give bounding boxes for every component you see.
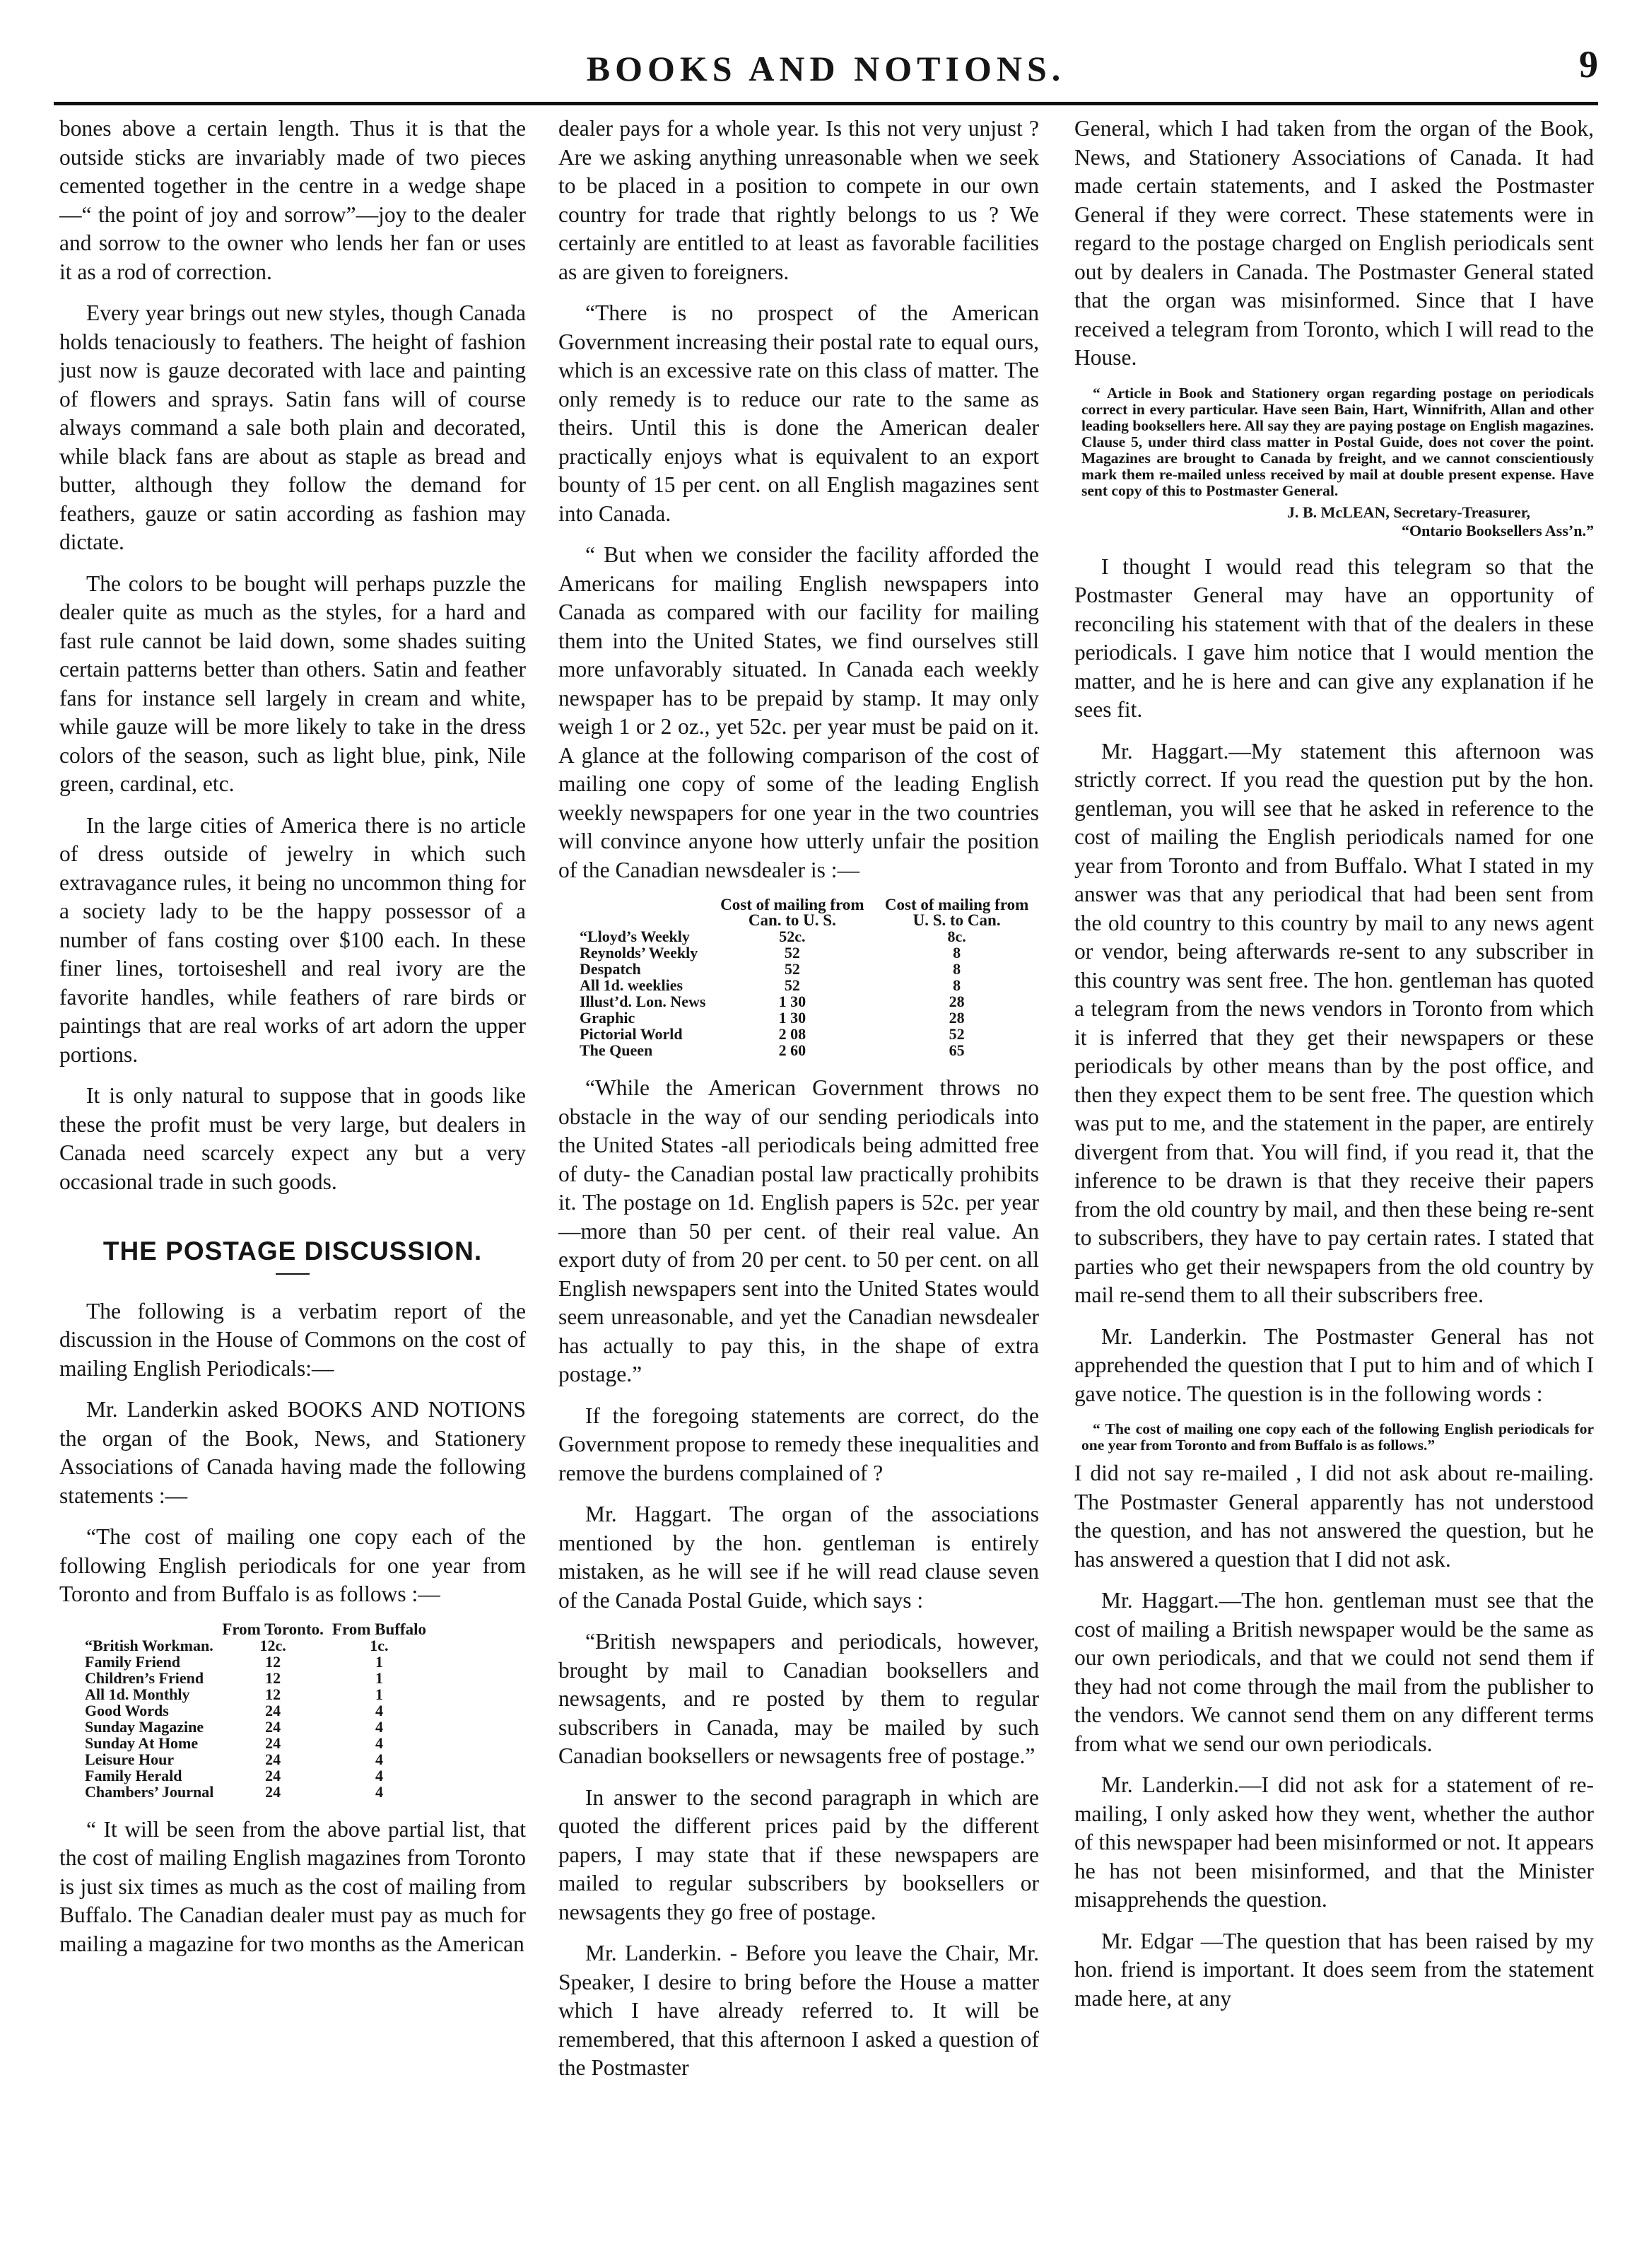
table-cell: Sunday Magazine	[85, 1717, 204, 1736]
table-row	[81, 1670, 430, 1686]
table-cell: Pictorial World	[580, 1025, 683, 1043]
table-cell: 12	[265, 1652, 281, 1671]
table-row	[81, 1767, 430, 1784]
table-cell: 4	[375, 1766, 383, 1784]
paragraph: The following is a verbatim report of the discussion in the House of Commons on the cost of mailing English Periodicals:—	[59, 1298, 526, 1381]
divider	[276, 1273, 310, 1275]
table-cell: 8	[953, 976, 961, 994]
table-header	[81, 1622, 218, 1637]
paragraph: dealer pays for a whole year. Is this not very unjust ? Are we asking anything unreasonable when we seek to be placed in a position to compete in our own country for trade that rightly belongs to us ? We certainly are entitled to at least as favorable facilities as are given to foreigners.	[558, 116, 1039, 284]
paragraph: I did not say re-mailed , I did not ask about re-mailing. The Postmaster General apparently has not understood the question, and has not answered the question, but he has answered a question that I did not ask.	[1074, 1461, 1594, 1572]
table-cell: 8	[953, 944, 961, 961]
table-cell: Graphic	[580, 1009, 635, 1027]
paragraph: “The cost of mailing one copy each of the following English periodicals for one year from Toronto and from Buffalo is as follows :—	[59, 1524, 526, 1606]
column-3	[1074, 115, 1594, 2026]
paragraph: “ But when we consider the facility afforded the Americans for mailing English newspapers into Canada as compared with our facility for mailing them into the United States, we find ourselves still more unfavorably situated. In Canada each weekly newspaper has to be prepaid by stamp. It may only weigh 1 or 2 oz., yet 52c. per year must be paid on it. A glance at the following comparison of the cost of mailing one copy of some of the leading English weekly newspapers for one year in the two countries will convince anyone how utterly unfair the position of the Canadian newsdealer is :—	[558, 542, 1039, 882]
paragraph: General, which I had taken from the organ of the Book, News, and Stationery Associations of Canada. It had made certain statements, and I asked the Postmaster General if they were correct. These statements were in regard to the postage charged on English periodicals sent out by dealers in Canada. The Postmaster General stated that the organ was misinformed. Since that I have received a telegram from Toronto, which I will read to the House.	[1074, 116, 1594, 370]
postage-table-toronto-buffalo	[81, 1622, 430, 1800]
paragraph: “There is no prospect of the American Government increasing their postal rate to equal ours, which is an excessive rate on this class of matter. The only remedy is to reduce our rate to the same as theirs. Until this is done the American dealer practically enjoys what is equivalent to an export bounty of 15 per cent. on all English magazines sent into Canada.	[558, 300, 1039, 526]
signature-name: J. B. McLEAN, Secretary-Treasurer,	[1287, 503, 1530, 521]
table-cell: All 1d. weeklies	[580, 976, 683, 994]
table-cell: 12c.	[259, 1636, 286, 1654]
table-cell: 4	[375, 1717, 383, 1736]
table-cell: Family Friend	[85, 1652, 181, 1671]
table-row	[580, 993, 1039, 1010]
table-row	[81, 1654, 430, 1670]
table-cell: 24	[265, 1782, 281, 1801]
table-cell: Good Words	[85, 1701, 169, 1719]
table-cell: 1 30	[778, 993, 806, 1010]
table-cell: 24	[265, 1750, 281, 1768]
paragraph: “ It will be seen from the above partial list, that the cost of mailing English magazines from Toronto is just six times as much as the cost of mailing from Buffalo. The Canadian dealer must pay as much for mailing a magazine for two months as the American	[59, 1816, 526, 1956]
table-row	[81, 1784, 430, 1800]
table-cell: 52	[784, 976, 800, 994]
paragraph: bones above a certain length. Thus it is that the outside sticks are invariably made of two pieces cemented together in the centre in a wedge shape—“ the point of joy and sorrow”—joy to the dealer and sorrow to the owner who lends her fan or uses it as a rod of correction.	[59, 116, 526, 284]
paragraph: Mr. Edgar —The question that has been raised by my hon. friend is important. It does seem from the statement made here, at any	[1074, 1928, 1594, 2011]
signature-organization: “Ontario Booksellers Ass’n.”	[1402, 521, 1594, 539]
table-header	[580, 897, 710, 928]
paragraph: In answer to the second paragraph in which are quoted the different prices paid by the different papers, I may state that if these newspapers are mailed to regular subscribers by booksellers or newsagents they go free of postage.	[558, 1784, 1039, 1924]
question-quote: “ The cost of mailing one copy each of the following English periodicals for one year from Toronto and from Buffalo is as follows.”	[1081, 1420, 1594, 1454]
table-cell: 8	[953, 960, 961, 978]
table-cell: 2 60	[778, 1041, 806, 1059]
table-cell: 28	[949, 1009, 965, 1027]
table-cell: “British Workman.	[85, 1636, 213, 1654]
table-cell: 4	[375, 1782, 383, 1801]
postage-table-weekly-papers	[580, 897, 1039, 1058]
table-cell: 12	[265, 1668, 281, 1687]
table-row	[81, 1686, 430, 1702]
table-header: From Toronto.	[222, 1620, 324, 1638]
header-rule	[54, 102, 1598, 105]
table-cell: 52	[784, 960, 800, 978]
table-cell: 4	[375, 1701, 383, 1719]
section-heading: THE POSTAGE DISCUSSION.	[102, 1237, 483, 1265]
table-cell: 24	[265, 1701, 281, 1719]
table-cell: 1	[375, 1652, 383, 1671]
table-cell: 28	[949, 993, 965, 1010]
column-1	[59, 115, 526, 1971]
table-header: Cost of mailing from U. S. to Can.	[884, 896, 1029, 929]
table-cell: 1	[375, 1668, 383, 1687]
table-cell: 24	[265, 1717, 281, 1736]
table-cell: 24	[265, 1766, 281, 1784]
table-cell: 1 30	[778, 1009, 806, 1027]
table-row	[81, 1719, 430, 1735]
paragraph: Mr. Landerkin.—I did not ask for a statement of re-mailing, I only asked how they went, whether the author of this newspaper had been misinformed or not. It appears he has not been misinformed, and that the Minister misapprehends the question.	[1074, 1772, 1594, 1912]
page-header	[54, 37, 1598, 93]
table-cell: 4	[375, 1734, 383, 1752]
table-cell: 4	[375, 1750, 383, 1768]
table-header: Cost of mailing from Can. to U. S.	[720, 896, 864, 929]
running-title: BOOKS AND NOTIONS.	[586, 49, 1066, 88]
paragraph: “While the American Government throws no obstacle in the way of our sending periodicals into the United States -all periodicals being admitted free of duty- the Canadian postal law practically prohibits it. The postage on 1d. English papers is 52c. per year—more than 50 per cent. of their real value. An export duty of from 20 per cent. to 50 per cent. on all English newspapers sent into the United States would seem unreasonable, and yet the Canadian newsdealer has actually to pay this, in the shape of extra postage.”	[558, 1075, 1039, 1386]
paragraph: Mr. Landerkin asked BOOKS AND NOTIONS the organ of the Book, News, and Stationery Associations of Canada having made the following statements :—	[59, 1397, 526, 1508]
table-cell: Reynolds’ Weekly	[580, 944, 698, 961]
table-cell: Children’s Friend	[85, 1668, 204, 1687]
table-cell: 1c.	[370, 1636, 389, 1654]
table-row	[580, 928, 1039, 945]
paragraph: Mr. Landerkin. The Postmaster General has not apprehended the question that I put to him and of which I gave notice. The question is in the following words :	[1074, 1323, 1594, 1406]
table-row	[81, 1735, 430, 1751]
table-cell: 65	[949, 1041, 965, 1059]
paragraph: The colors to be bought will perhaps puzzle the dealer quite as much as the styles, for a hard and fast rule cannot be laid down, some shades suiting certain patterns better than others. Satin and feather fans for instance sell largely in cream and white, while gauze will be more likely to take in the dress colors of the season, such as light blue, pink, Nile green, cardinal, etc.	[59, 571, 526, 796]
table-row	[81, 1751, 430, 1767]
table-cell: 2 08	[778, 1025, 806, 1043]
table-cell: “Lloyd’s Weekly	[580, 928, 690, 945]
table-row	[580, 1042, 1039, 1058]
table-cell: 8c.	[947, 928, 966, 945]
paragraph: It is only natural to suppose that in goods like these the profit must be very large, but dealers in Canada need scarcely expect any but a very occasional trade in such goods.	[59, 1083, 526, 1194]
table-row	[580, 945, 1039, 961]
table-cell: Sunday At Home	[85, 1734, 199, 1752]
table-row	[81, 1637, 430, 1654]
table-cell: The Queen	[580, 1041, 653, 1059]
paragraph: Mr. Haggart.—My statement this afternoon was strictly correct. If you read the question put by the hon. gentleman, you will see that he asked in reference to the cost of mailing the English periodicals named for one year from Toronto and from Buffalo. What I stated in my answer was that any periodical that had been sent from the old country to this country by mail to any news agent or vendor, being afterwards re-sent to any subscriber in this country was sent free. The hon. gentleman has quoted a telegram from the news vendors in Toronto from which it is inferred that they get their newspapers or these periodicals by other means than by the post office, and then they expect them to be sent free. The question which was put to me, and the statement in the paper, are entirely divergent from that. You will find, if you read it, that the inference to be drawn is that they receive their papers from the old country by mail, and then these being re-sent to subscribers, they have to pay certain rates. I stated that parties who get their newspapers from the old country by mail re-send them to all their subscribers free.	[1074, 738, 1594, 1307]
table-row	[580, 1026, 1039, 1042]
table-cell: 1	[375, 1685, 383, 1703]
table-cell: Chambers’ Journal	[85, 1782, 214, 1801]
table-cell: Family Herald	[85, 1766, 182, 1784]
table-row	[81, 1702, 430, 1719]
table-row	[580, 977, 1039, 993]
table-cell: 12	[265, 1685, 281, 1703]
page-number: 9	[1579, 43, 1598, 86]
table-row	[580, 1010, 1039, 1026]
table-cell: 24	[265, 1734, 281, 1752]
paragraph: Mr. Landerkin. - Before you leave the Chair, Mr. Speaker, I desire to bring before the House a matter which I have already referred to. It will be remembered, that this afternoon I asked a question of the Postmaster	[558, 1941, 1039, 2080]
table-row	[580, 961, 1039, 977]
paragraph: In the large cities of America there is no article of dress outside of jewelry in which such extravagance rules, it being no uncommon thing for a society lady to be the happy possessor of a number of fans costing over $100 each. In these finer lines, tortoiseshell and real ivory are the favorite handles, while feathers of rare birds or paintings that are real works of art adorn the upper portions.	[59, 812, 526, 1067]
column-2	[558, 115, 1039, 2095]
telegram-signature	[1074, 503, 1594, 540]
table-header: From Buffalo	[331, 1620, 426, 1638]
paragraph: Every year brings out new styles, though Canada holds tenaciously to feathers. The height of fashion just now is gauze decorated with lace and painting of flowers and sprays. Satin fans will of course always command a sale both plain and decorated, while black fans are about as staple as bread and butter, although they follow the demand for feathers, gauze or satin according as fashion may dictate.	[59, 300, 526, 554]
table-cell: 52c.	[779, 928, 806, 945]
table-cell: Despatch	[580, 960, 641, 978]
table-cell: 52	[784, 944, 800, 961]
telegram-quote: “ Article in Book and Stationery organ regarding postage on periodicals correct in every particular. Have seen Bain, Hart, Winnifrith, Allan and other leading booksellers here. All say they are paying postage on English magazines. Clause 5, under third class matter in Postal Guide, does not cover the point. Magazines are brought to Canada by freight, and we cannot conscientiously mark them re-mailed unless received by mail at double present expense. Have sent copy of this to Postmaster General.	[1081, 384, 1594, 499]
table-cell: All 1d. Monthly	[85, 1685, 190, 1703]
table-cell: Leisure Hour	[85, 1750, 175, 1768]
paragraph: “British newspapers and periodicals, however, brought by mail to Canadian booksellers and newsagents, and re posted by them to regular subscribers in Canada, may be mailed by such Canadian booksellers or newsagents free of postage.”	[558, 1629, 1039, 1768]
paragraph: If the foregoing statements are correct, do the Government propose to remedy these inequalities and remove the burdens complained of ?	[558, 1403, 1039, 1485]
paragraph: I thought I would read this telegram so that the Postmaster General may have an opportunity of reconciling his statement with that of the dealers in these periodicals. I gave him notice that I would mention the matter, and he is here and can give any explanation if he sees fit.	[1074, 554, 1594, 722]
paragraph: Mr. Haggart.—The hon. gentleman must see that the cost of mailing a British newspaper would be the same as our own periodicals, and that we could not send them if they had not come through the mail from the publisher to the vendors. We cannot send them on any different terms from what we send our own periodicals.	[1074, 1588, 1594, 1756]
paragraph: Mr. Haggart. The organ of the associations mentioned by the hon. gentleman is entirely mistaken, as he will see if he will read clause seven of the Canada Postal Guide, which says :	[558, 1502, 1039, 1613]
table-cell: Illust’d. Lon. News	[580, 993, 706, 1010]
table-cell: 52	[949, 1025, 965, 1043]
